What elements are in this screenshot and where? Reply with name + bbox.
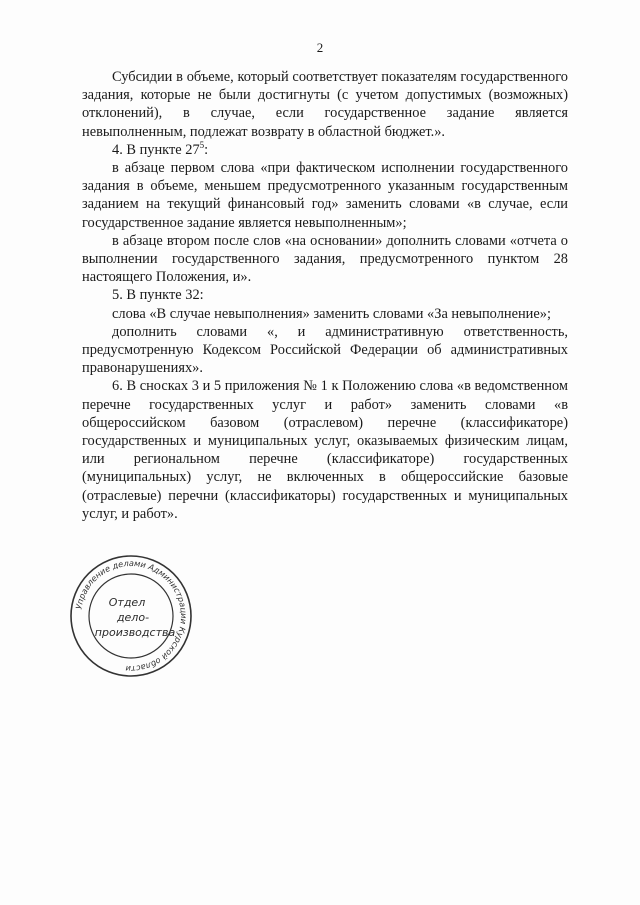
paragraph-first-abzac: в абзаце первом слова «при фактическом исполнении государственного задания в объеме, меньшем предусмотренного указанным государственным заданием на текущий финансовый год» заменить словами «в случае, если государственное задание является невыполненным»; <box>82 160 568 231</box>
stamp-line-3: производства <box>94 626 176 639</box>
item-4-suffix: : <box>204 141 209 158</box>
document-body <box>82 68 568 523</box>
paragraph-add-words: дополнить словами «, и административную ответственность, предусмотренную Кодексом Российской Федерации об административных правонарушениях». <box>82 323 568 377</box>
item-4-heading <box>82 141 568 159</box>
paragraph-replace-words: слова «В случае невыполнения» заменить словами «За невыполнение»; <box>112 305 551 322</box>
item-5-heading: 5. В пункте 32: <box>112 287 204 304</box>
stamp-line-1: Отдел <box>108 596 146 609</box>
page-number: 2 <box>316 40 324 55</box>
stamp-line-2: дело- <box>116 611 150 624</box>
item-6-paragraph: 6. В сносках 3 и 5 приложения № 1 к Положению слова «в ведомственном перечне государственных услуг и работ» заменить словами «в общероссийском базовом (отраслевом) перечне (классификаторе) государственных и муниципальных услуг, оказываемых физическим лицам, или региональном перечне (классификаторе) государственных (муниципальных) услуг, не включенных в общероссийские базовые (отраслевые) перечни (классификаторы) государственных и муниципальных услуг, и работ». <box>82 378 568 522</box>
paragraph-second-abzac: в абзаце втором после слов «на основании» дополнить словами «отчета о выполнении государственного задания, предусмотренного пунктом 28 настоящего Положения, и». <box>82 232 568 286</box>
department-stamp <box>68 553 194 679</box>
item-4-superscript: 5 <box>199 140 205 151</box>
item-4-prefix: 4. В пункте 27 <box>112 141 200 158</box>
paragraph-subsidy-return: Субсидии в объеме, который соответствует показателям государственного задания, которые не были достигнуты (с учетом допустимых (возможных) отклонений), в случае, если государственное задание является невыполненным, подлежат возврату в областной бюджет.». <box>82 69 568 140</box>
stamp-ring-text: Управление делами Администрации Курской области <box>73 557 190 675</box>
